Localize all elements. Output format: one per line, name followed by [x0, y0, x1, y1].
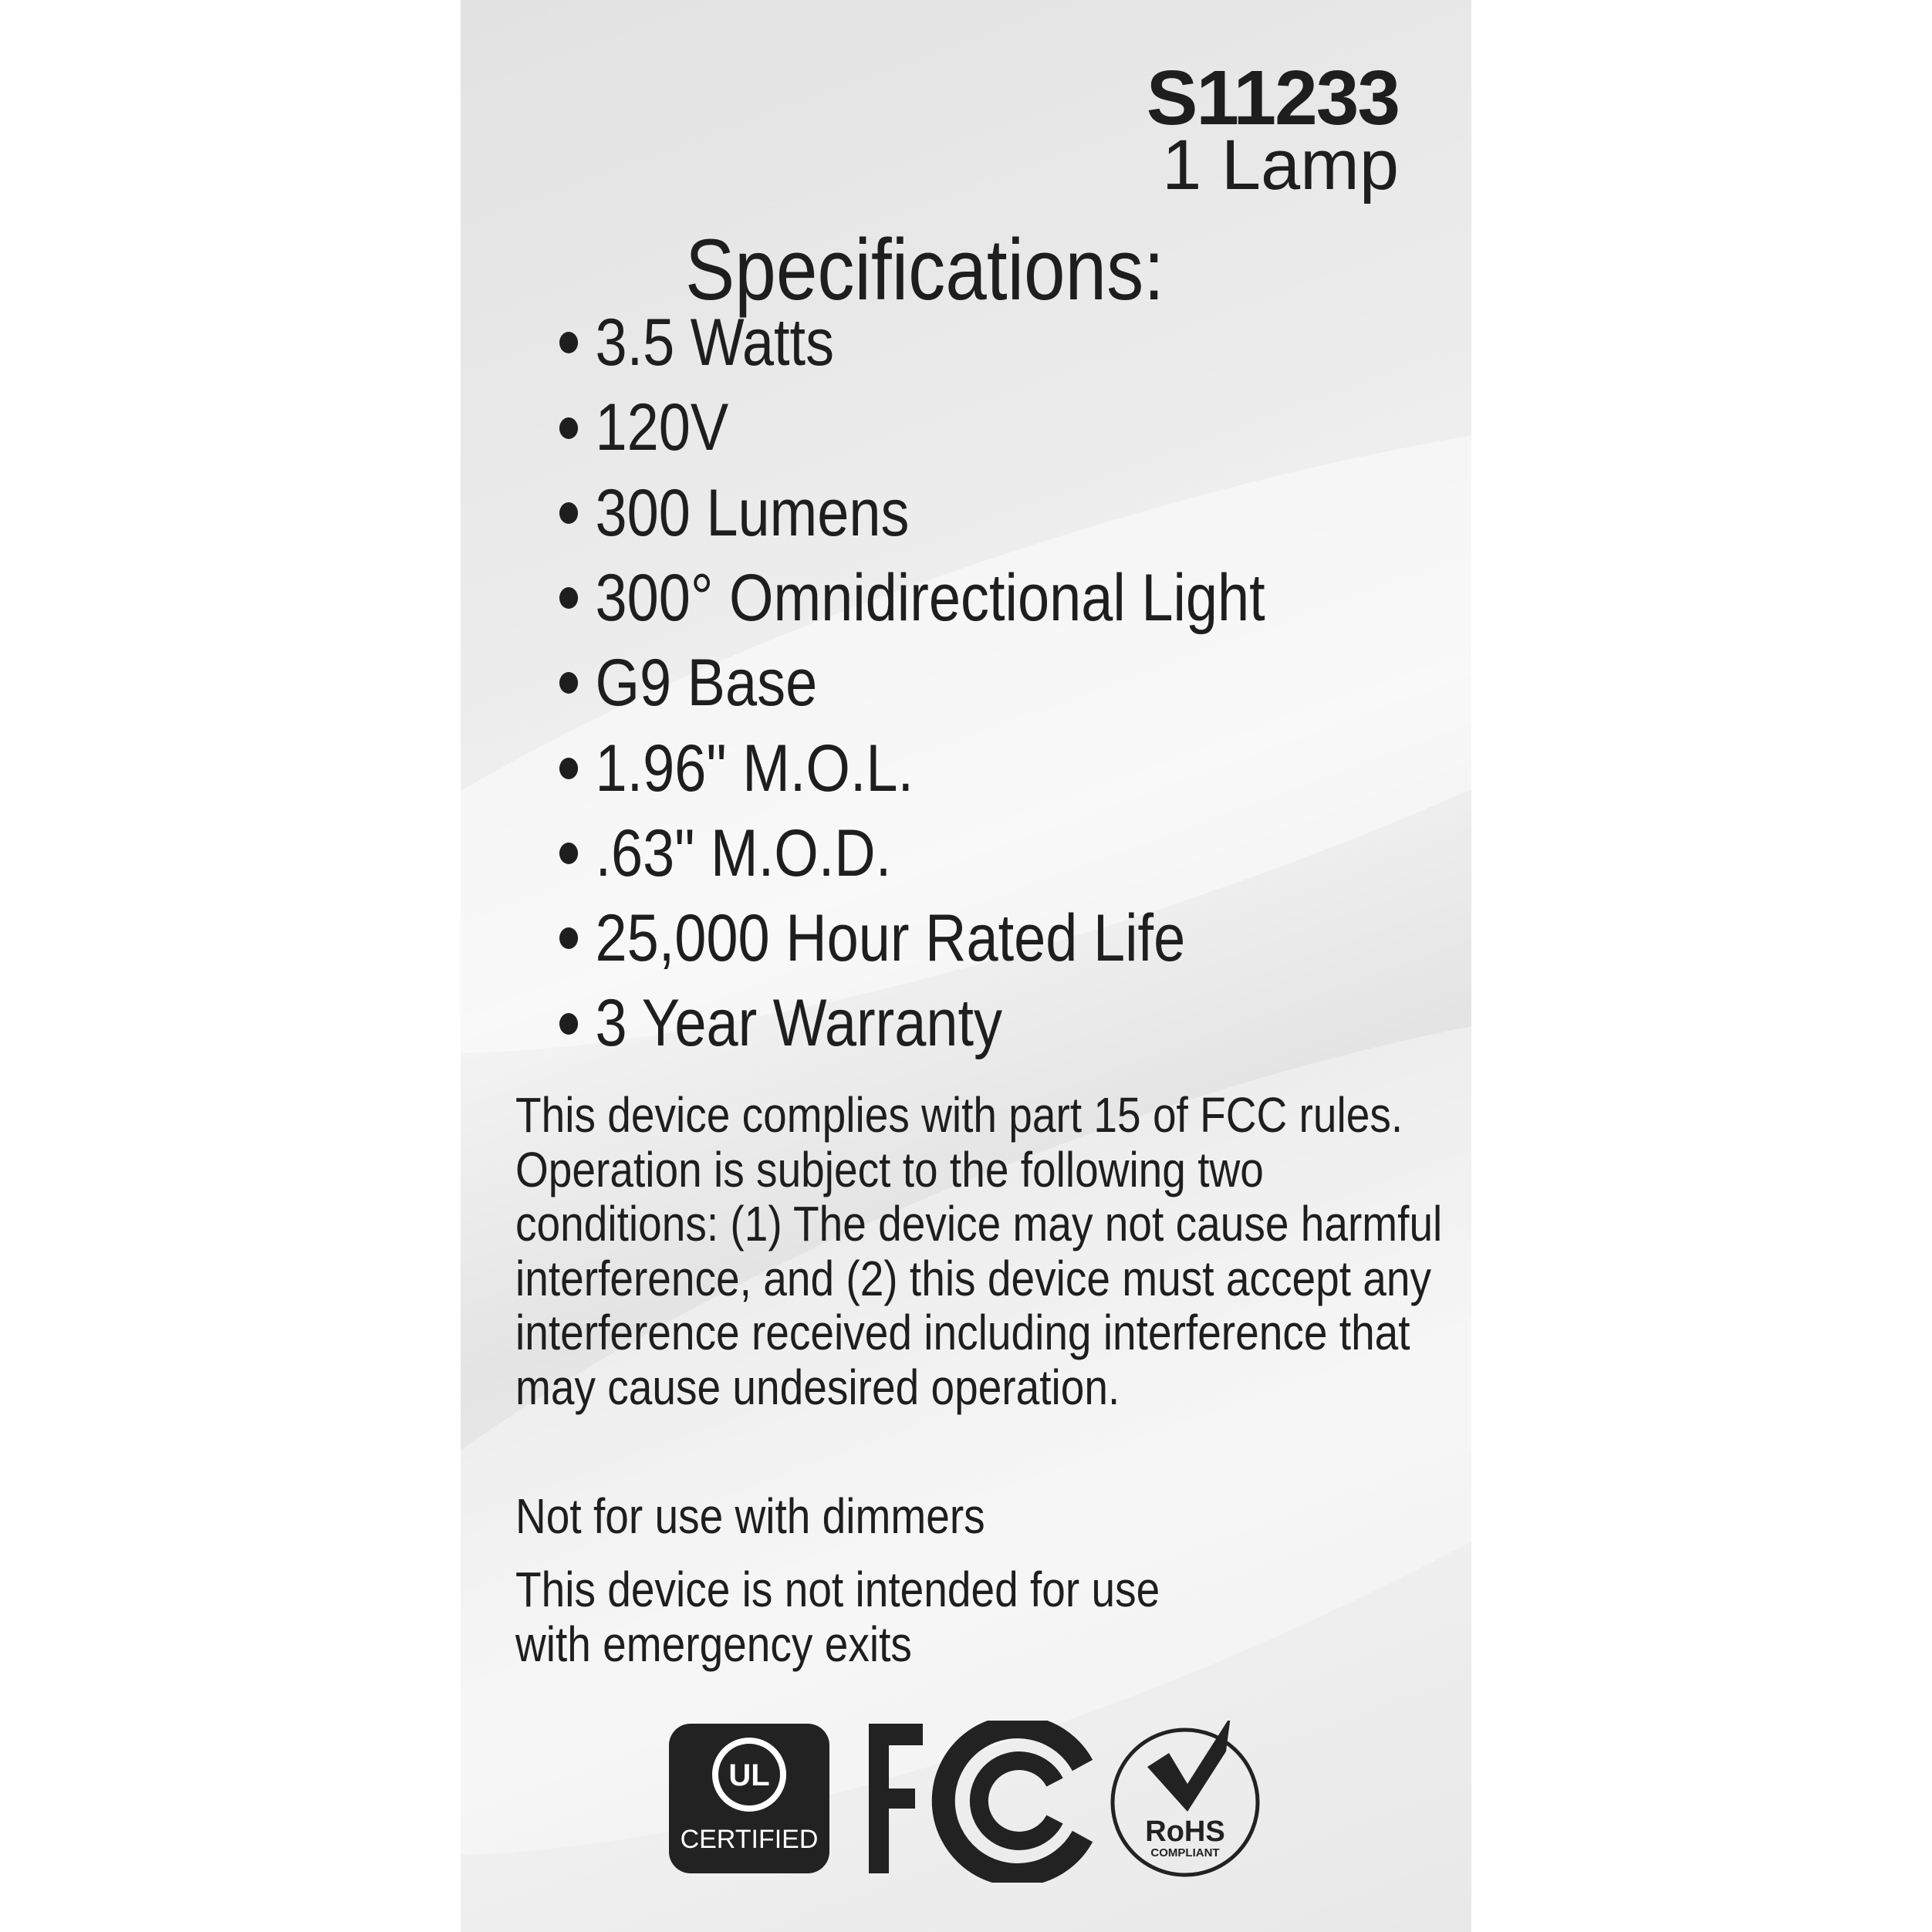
bullet-icon: [559, 417, 578, 439]
bullet-icon: [559, 843, 578, 864]
spec-item-label: 300° Omnidirectional Light: [595, 560, 1265, 635]
bullet-icon: [559, 1013, 578, 1035]
spec-item: [559, 731, 914, 807]
spec-item-label: 120V: [595, 390, 729, 465]
fcc-compliance-notice: This device complies with part 15 of FCC rules. Operation is subject to the following two conditions: (1) The device may not cause harmful interference, and (2) this device must accept any interference received including interference that may cause undesired operation.: [515, 1087, 1443, 1415]
bullet-icon: [559, 502, 578, 524]
ul-certified-logo: [669, 1724, 829, 1873]
svg-text:CERTIFIED: CERTIFIED: [680, 1825, 819, 1854]
spec-item: [559, 645, 817, 721]
spec-item-label: .63" M.O.D.: [595, 816, 892, 890]
spec-item: [559, 390, 728, 466]
model-number: S11233: [1146, 55, 1399, 141]
spec-item: [559, 475, 910, 552]
bullet-icon: [559, 758, 578, 779]
emergency-exit-notice: This device is not intended for use with emergency exits: [515, 1562, 1160, 1672]
spec-item-label: 3 Year Warranty: [595, 986, 1003, 1061]
certification-logos: [669, 1721, 1263, 1883]
rohs-compliant-logo: [1113, 1721, 1258, 1875]
spec-item-label: G9 Base: [595, 646, 818, 721]
svg-text:COMPLIANT: COMPLIANT: [1150, 1846, 1220, 1859]
bullet-icon: [559, 672, 578, 694]
fcc-logo: [869, 1724, 1083, 1875]
svg-text:RoHS: RoHS: [1145, 1815, 1225, 1848]
spec-item: [559, 305, 834, 381]
bullet-icon: [559, 927, 578, 949]
svg-text:UL: UL: [728, 1758, 770, 1792]
lamp-count: 1 Lamp: [1162, 126, 1399, 204]
spec-label-panel: [461, 0, 1471, 1932]
spec-item: [559, 900, 1185, 977]
spec-item: [559, 985, 1002, 1062]
spec-item: [559, 560, 1265, 637]
bullet-icon: [559, 332, 578, 353]
dimmer-notice: Not for use with dimmers: [515, 1488, 985, 1544]
spec-item-label: 1.96" M.O.L.: [595, 731, 914, 806]
spec-item-label: 3.5 Watts: [595, 306, 835, 380]
spec-item-label: 300 Lumens: [595, 475, 910, 550]
specifications-title: Specifications:: [685, 221, 1165, 318]
spec-item: [559, 816, 891, 892]
spec-item-label: 25,000 Hour Rated Life: [595, 901, 1186, 976]
bullet-icon: [559, 587, 578, 609]
